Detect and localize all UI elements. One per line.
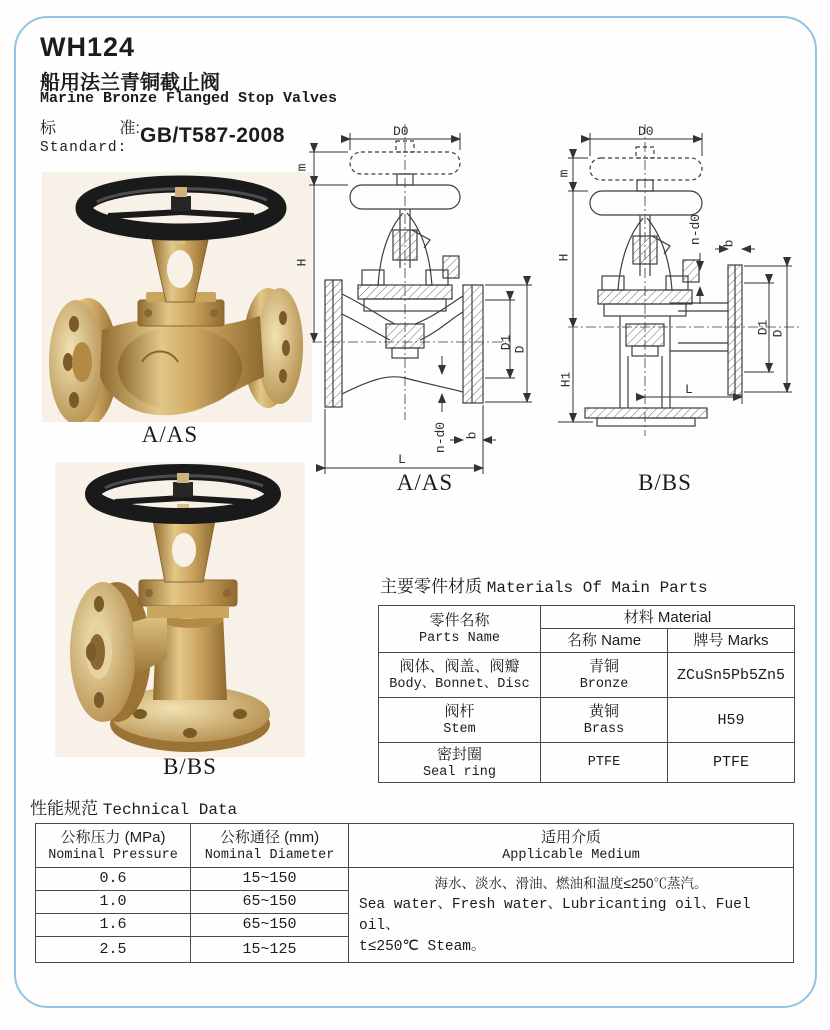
tech-row [36,868,794,891]
photo-angle-valve [55,462,305,757]
dim-label-h1: H1 [558,371,574,388]
materials-name-cell: 青铜 Bronze [541,653,668,698]
materials-title-zh: 主要零件材质 [380,577,482,596]
standard-label-en: Standard: [40,140,128,156]
diameter-cell: 15~150 [191,868,349,891]
drawing-b-caption: B/BS [638,470,692,495]
dim-label-d1: D1 [755,319,771,336]
diameter-cell: 65~150 [191,890,349,913]
drawing-a-caption: A/AS [396,470,454,495]
dim-label-n-d0: n-d0 [433,421,449,454]
technical-table [35,823,794,963]
materials-table [378,605,795,783]
medium-cell: 海水、淡水、滑油、燃油和温度≤250℃蒸汽。 Sea water、Fresh water、Lubricanting oil、Fuel oil、 t≤250℃ Steam。 [349,868,794,963]
pressure-cell: 0.6 [36,868,191,891]
tech-header-medium: 适用介质 Applicable Medium [349,824,794,868]
photo-globe-valve [42,172,312,422]
dim-label-d: D [512,345,528,354]
materials-header-marks: 牌号 Marks [668,629,795,653]
materials-marks-cell: PTFE [668,743,795,783]
materials-header-name: 名称 Name [541,629,668,653]
standard-label [40,115,140,156]
technical-title-en: Technical Data [102,801,238,819]
materials-marks-cell: ZCuSn5Pb5Zn5 [668,653,795,698]
photo-a-caption: A/AS [141,422,199,447]
dim-label-h: H [556,253,572,262]
dim-label-b: b [464,431,480,440]
dim-label-d1: D1 [498,334,514,351]
drawing-globe-valve [300,118,560,503]
tech-header-diameter: 公称通径 (mm) Nominal Diameter [191,824,349,868]
dim-label-l: L [398,452,406,467]
drawing-angle-valve [548,118,820,503]
standard-label-zh-1: 标 [40,120,57,137]
standard-label-zh-2: 准: [119,120,140,137]
dim-label-l: L [685,382,693,397]
product-title-en: Marine Bronze Flanged Stop Valves [40,90,338,107]
diameter-cell: 15~125 [191,936,349,962]
materials-header-material: 材料 Material [541,606,795,629]
materials-part-cell: 阀体、阀盖、阀瓣 Body、Bonnet、Disc [379,653,541,698]
standard-value: GB/T587-2008 [140,124,285,147]
dim-label-d0: D0 [638,124,654,139]
materials-row [379,653,795,698]
dim-label-m: m [294,163,310,172]
dim-label-n-d0: n-d0 [688,213,704,246]
pressure-cell: 1.0 [36,890,191,913]
dim-label-b: b [721,239,737,248]
product-model: WH124 [40,32,136,62]
materials-title-en: Materials Of Main Parts [486,579,708,597]
materials-row [379,698,795,743]
materials-row [379,743,795,783]
materials-part-cell: 阀杆 Stem [379,698,541,743]
materials-part-cell: 密封圈 Seal ring [379,743,541,783]
diameter-cell: 65~150 [191,913,349,936]
dim-label-h: H [294,258,310,267]
pressure-cell: 1.6 [36,913,191,936]
technical-title-zh: 性能规范 [30,799,98,818]
dim-label-m: m [556,169,572,178]
materials-name-cell: PTFE [541,743,668,783]
dim-label-d: D [770,329,786,338]
photo-b-caption: B/BS [163,754,217,779]
materials-marks-cell: H59 [668,698,795,743]
materials-header-parts: 零件名称 Parts Name [379,606,541,653]
materials-name-cell: 黄铜 Brass [541,698,668,743]
tech-header-pressure: 公称压力 (MPa) Nominal Pressure [36,824,191,868]
pressure-cell: 2.5 [36,936,191,962]
product-title-zh: 船用法兰青铜截止阀 [40,72,220,94]
technical-section-title [30,794,237,819]
dim-label-d0: D0 [393,124,409,139]
materials-section-title [380,572,708,597]
